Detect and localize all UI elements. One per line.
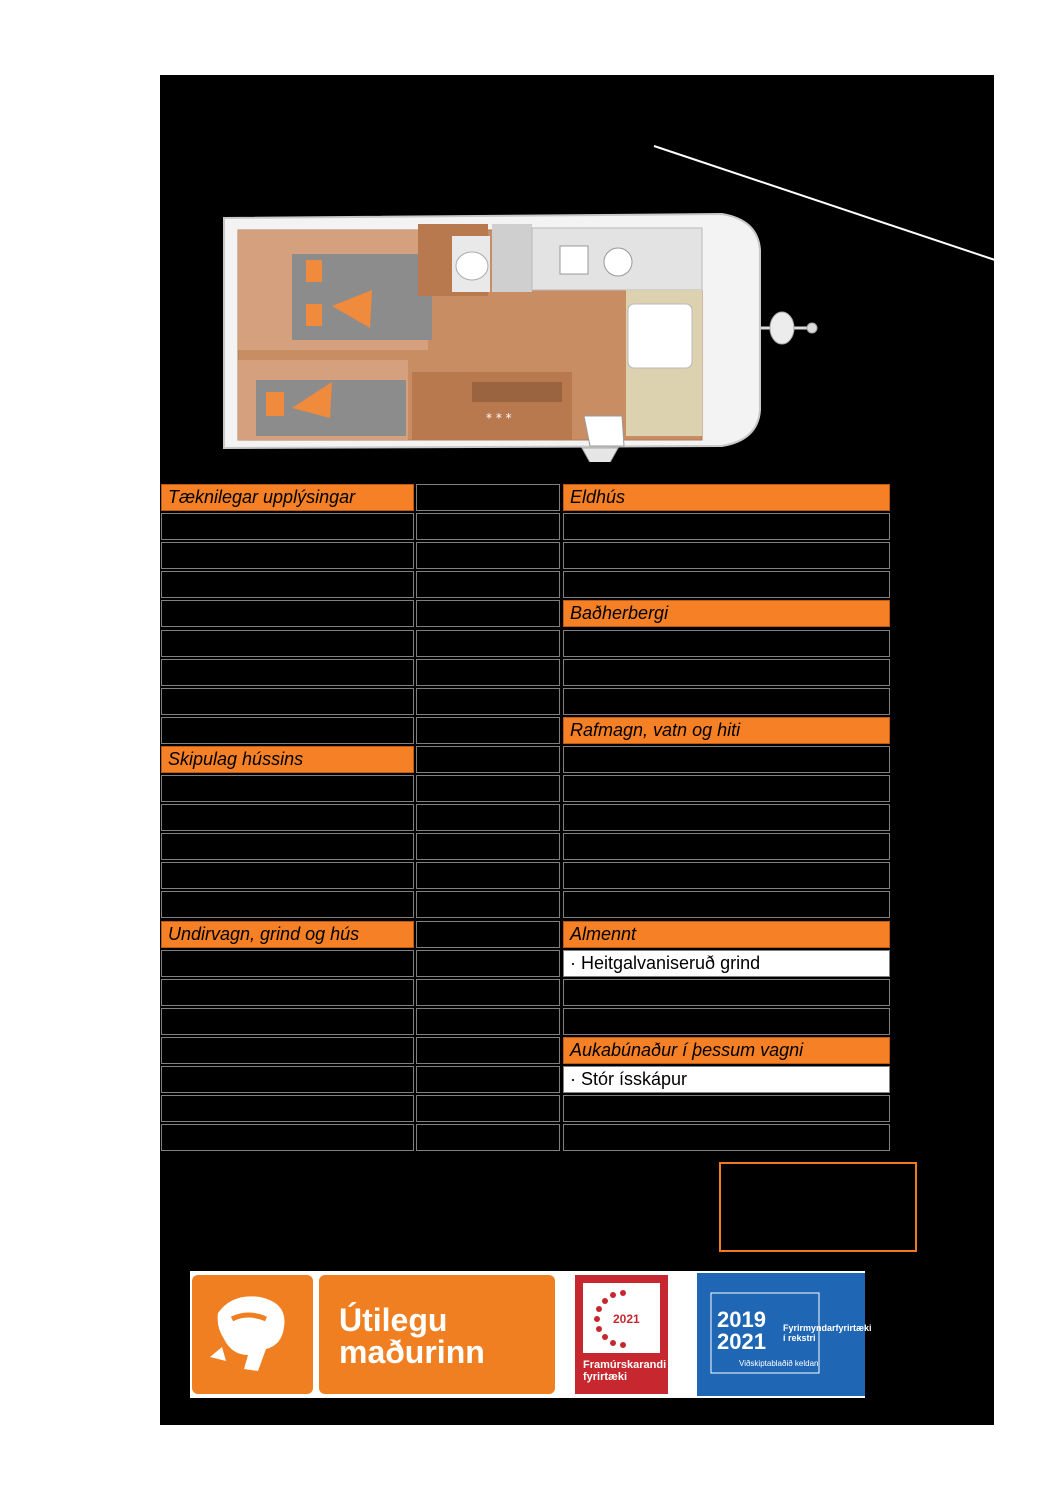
fyrirmyndarfyrirtaeki-badge	[697, 1273, 872, 1396]
empty-cell	[563, 804, 890, 831]
empty-cell	[563, 688, 890, 715]
empty-cell	[161, 1008, 414, 1035]
empty-cell	[563, 862, 890, 889]
empty-cell	[416, 921, 560, 948]
empty-cell	[161, 1066, 414, 1093]
empty-cell	[563, 1124, 890, 1151]
empty-cell	[563, 833, 890, 860]
empty-cell	[416, 950, 560, 977]
empty-cell	[416, 862, 560, 889]
empty-cell	[563, 1095, 890, 1122]
empty-cell	[416, 659, 560, 686]
hob-label: * * *	[486, 411, 512, 425]
brand-wordmark	[319, 1275, 555, 1394]
red-badge-year: 2021	[613, 1312, 640, 1326]
empty-cell	[563, 571, 890, 598]
empty-cell	[161, 1124, 414, 1151]
empty-cell	[563, 1008, 890, 1035]
empty-cell	[161, 659, 414, 686]
brand-line2: maðurinn	[339, 1334, 485, 1370]
blue-badge-year-end: 2021	[717, 1329, 766, 1354]
blue-badge-small: Viðskiptablaðið keldan	[739, 1359, 819, 1368]
empty-cell	[161, 717, 414, 744]
red-badge-line2: fyrirtæki	[583, 1371, 628, 1383]
logo-strip	[190, 1271, 872, 1398]
empty-cell	[416, 513, 560, 540]
empty-cell	[416, 833, 560, 860]
empty-cell	[563, 979, 890, 1006]
tow-hitch	[752, 312, 817, 344]
empty-cell	[563, 630, 890, 657]
empty-cell	[416, 804, 560, 831]
section-header: Almennt	[563, 921, 890, 948]
brand-line1: Útilegu	[339, 1302, 448, 1338]
price-box	[719, 1162, 917, 1252]
empty-cell	[161, 600, 414, 627]
empty-cell	[416, 775, 560, 802]
empty-cell	[416, 1008, 560, 1035]
empty-cell	[416, 630, 560, 657]
empty-cell	[563, 659, 890, 686]
bed-lower	[256, 380, 406, 436]
empty-cell	[563, 746, 890, 773]
dinette-table	[628, 304, 692, 368]
empty-cell	[161, 1095, 414, 1122]
empty-cell	[416, 600, 560, 627]
empty-cell	[416, 979, 560, 1006]
blue-badge-year-start: 2019	[717, 1307, 766, 1332]
empty-cell	[416, 542, 560, 569]
empty-cell	[416, 688, 560, 715]
empty-cell	[161, 688, 414, 715]
empty-cell	[161, 542, 414, 569]
empty-cell	[416, 1095, 560, 1122]
sink	[604, 248, 632, 276]
empty-cell	[416, 717, 560, 744]
empty-cell	[161, 891, 414, 918]
section-header: Skipulag hússins	[161, 746, 414, 773]
empty-cell	[161, 1037, 414, 1064]
empty-cell	[161, 775, 414, 802]
empty-cell	[563, 513, 890, 540]
spec-item: · Stór ísskápur	[563, 1066, 890, 1093]
empty-cell	[161, 979, 414, 1006]
section-header: Aukabúnaður í þessum vagni	[563, 1037, 890, 1064]
section-header: Eldhús	[563, 484, 890, 511]
empty-cell	[161, 630, 414, 657]
empty-cell	[563, 891, 890, 918]
empty-cell	[563, 775, 890, 802]
empty-cell	[161, 833, 414, 860]
section-header: Baðherbergi	[563, 600, 890, 627]
empty-cell	[161, 513, 414, 540]
bed-upper	[292, 254, 432, 340]
brand-icon	[192, 1275, 313, 1394]
red-badge-line1: Framúrskarandi	[583, 1359, 667, 1371]
empty-cell	[161, 862, 414, 889]
caravan-floorplan	[222, 210, 822, 462]
section-header: Rafmagn, vatn og hiti	[563, 717, 890, 744]
empty-cell	[416, 891, 560, 918]
empty-cell	[161, 950, 414, 977]
section-header: Undirvagn, grind og hús	[161, 921, 414, 948]
empty-cell	[563, 542, 890, 569]
empty-cell	[416, 746, 560, 773]
blue-badge-line2: í rekstri	[783, 1333, 816, 1343]
toilet	[456, 252, 488, 280]
empty-cell	[416, 1037, 560, 1064]
entrance-door	[584, 416, 624, 446]
empty-cell	[416, 1066, 560, 1093]
framurskarandi-badge	[575, 1275, 668, 1394]
spec-item: · Heitgalvaniseruð grind	[563, 950, 890, 977]
empty-cell	[161, 571, 414, 598]
empty-cell	[416, 1124, 560, 1151]
empty-cell	[416, 484, 560, 511]
empty-cell	[161, 804, 414, 831]
blue-badge-line1: Fyrirmyndarfyrirtæki	[783, 1323, 872, 1333]
section-header: Tæknilegar upplýsingar	[161, 484, 414, 511]
empty-cell	[416, 571, 560, 598]
